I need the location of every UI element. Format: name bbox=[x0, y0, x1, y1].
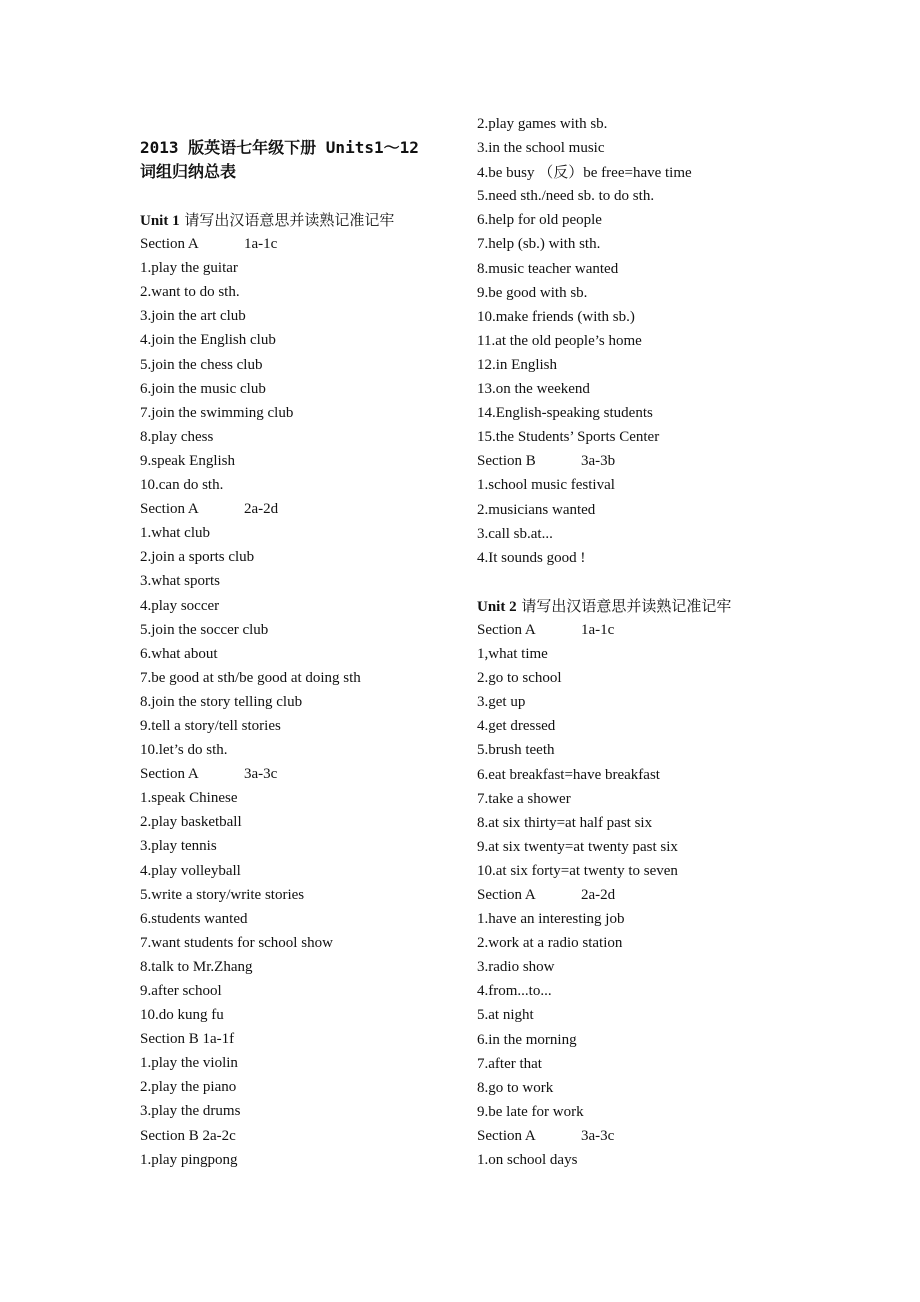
section-range: 3a-3b bbox=[581, 453, 616, 470]
unit-2-heading-en: Unit 2 bbox=[477, 598, 517, 615]
list-item: 8.play chess bbox=[140, 428, 214, 445]
list-item: 12.in English bbox=[477, 356, 558, 373]
section-range: 3a-3c bbox=[581, 1127, 615, 1144]
list-item: 1.play pingpong bbox=[140, 1151, 238, 1168]
list-item: 1,what time bbox=[477, 646, 548, 663]
right-column bbox=[477, 112, 807, 1172]
section-range: 1a-1c bbox=[244, 236, 278, 253]
list-item: 3.play the drums bbox=[140, 1103, 241, 1120]
section-heading bbox=[477, 449, 807, 473]
list-item: 3.what sports bbox=[140, 573, 220, 590]
list-item: 6.students wanted bbox=[140, 910, 248, 927]
list-item: 1.on school days bbox=[477, 1152, 578, 1169]
section-name: Section A bbox=[477, 887, 536, 903]
list-item: 10.at six forty=at twenty to seven bbox=[477, 862, 678, 879]
list-item: 9.at six twenty=at twenty past six bbox=[477, 838, 678, 855]
list-item: 10.make friends (with sb.) bbox=[477, 308, 635, 325]
section-range: 3a-3c bbox=[244, 766, 278, 783]
list-item: 7.after that bbox=[477, 1055, 542, 1072]
list-item: 11.at the old people’s home bbox=[477, 332, 642, 349]
section-heading bbox=[477, 883, 807, 907]
list-item: 10.can do sth. bbox=[140, 477, 224, 494]
title-line-2: 词组归纳总表 bbox=[140, 162, 237, 181]
list-item: 8.join the story telling club bbox=[140, 693, 303, 710]
phrase-list bbox=[477, 184, 807, 449]
list-item: 1.speak Chinese bbox=[140, 790, 238, 807]
list-item: 1.play the violin bbox=[140, 1055, 238, 1072]
list-item: 2.play the piano bbox=[140, 1079, 237, 1096]
list-item: 5.need sth./need sb. to do sth. bbox=[477, 188, 655, 205]
phrase-text: be free=have time bbox=[583, 165, 692, 182]
unit-1-heading-zh: 请写出汉语意思并读熟记准记牢 bbox=[179, 211, 395, 229]
section-heading bbox=[140, 497, 460, 521]
list-item: 3.call sb.at... bbox=[477, 525, 553, 542]
list-item: 5.brush teeth bbox=[477, 742, 555, 759]
phrase-list bbox=[477, 473, 807, 569]
list-item: 2.join a sports club bbox=[140, 549, 255, 566]
list-item: 2.want to do sth. bbox=[140, 284, 240, 301]
list-item: 4.play soccer bbox=[140, 597, 220, 614]
left-column bbox=[140, 136, 460, 1172]
list-item: 6.in the morning bbox=[477, 1031, 577, 1048]
section-name: Section A bbox=[477, 621, 536, 638]
section-heading: Section B 1a-1f bbox=[140, 1031, 235, 1048]
list-item: 9.speak English bbox=[140, 452, 235, 469]
section-heading bbox=[477, 1124, 807, 1148]
list-item: 4.It sounds good ! bbox=[477, 549, 586, 566]
list-item: 6.eat breakfast=have breakfast bbox=[477, 766, 660, 783]
list-item: 7.want students for school show bbox=[140, 934, 333, 951]
unit-1-heading-en: Unit 1 bbox=[140, 213, 180, 229]
section-name: Section B bbox=[477, 453, 536, 470]
list-item: 1.have an interesting job bbox=[477, 911, 625, 928]
section-range: 2a-2d bbox=[244, 501, 279, 518]
list-item: 1.school music festival bbox=[477, 477, 615, 494]
list-item: 8.at six thirty=at half past six bbox=[477, 814, 653, 831]
phrase-list bbox=[140, 521, 460, 762]
list-item: 13.on the weekend bbox=[477, 381, 590, 398]
list-item: 9.be late for work bbox=[477, 1103, 584, 1120]
list-item: 2.go to school bbox=[477, 670, 562, 687]
list-item: 3.in the school music bbox=[477, 140, 605, 157]
section-name: Section A bbox=[477, 1127, 536, 1144]
unit-2-heading bbox=[477, 594, 807, 618]
list-item: 8.go to work bbox=[477, 1079, 554, 1096]
list-item: 3.get up bbox=[477, 694, 526, 711]
unit-2-heading-zh: 请写出汉语意思并读熟记准记牢 bbox=[516, 596, 732, 615]
section-name: Section A bbox=[140, 236, 199, 253]
list-item: 10.do kung fu bbox=[140, 1007, 224, 1024]
section-heading bbox=[140, 232, 460, 256]
list-item: 3.play tennis bbox=[140, 838, 217, 855]
section-range: 2a-2d bbox=[581, 887, 616, 903]
list-item: 6.join the music club bbox=[140, 380, 266, 397]
list-item: 2.work at a radio station bbox=[477, 935, 623, 952]
phrase-list bbox=[477, 1148, 807, 1172]
phrase-text: 4.be busy bbox=[477, 165, 539, 182]
list-item: 4.play volleyball bbox=[140, 862, 241, 879]
list-item: 7.help (sb.) with sth. bbox=[477, 236, 601, 253]
phrase-list bbox=[477, 112, 807, 160]
list-item: 4.join the English club bbox=[140, 332, 276, 349]
list-item: 9.tell a story/tell stories bbox=[140, 717, 281, 734]
phrase-list bbox=[140, 256, 460, 497]
list-item: 4.from...to... bbox=[477, 983, 552, 1000]
list-item: 7.join the swimming club bbox=[140, 404, 294, 421]
phrase-list bbox=[477, 642, 807, 883]
section-range: 1a-1c bbox=[581, 621, 615, 638]
phrase-list bbox=[140, 1148, 460, 1172]
list-item: 2.play games with sb. bbox=[477, 116, 608, 132]
list-item: 2.play basketball bbox=[140, 814, 242, 831]
list-item: 8.talk to Mr.Zhang bbox=[140, 958, 253, 975]
section-name: Section A bbox=[140, 501, 199, 518]
list-item: 5.join the chess club bbox=[140, 356, 263, 373]
phrase-list bbox=[140, 1051, 460, 1123]
phrase-list bbox=[140, 786, 460, 1027]
list-item: 9.after school bbox=[140, 983, 222, 999]
section-heading: Section B 2a-2c bbox=[140, 1127, 236, 1144]
list-item: 9.be good with sb. bbox=[477, 284, 588, 301]
spacer bbox=[477, 570, 807, 594]
section-name: Section A bbox=[140, 766, 199, 783]
list-item: 2.musicians wanted bbox=[477, 501, 596, 518]
list-item: 4.get dressed bbox=[477, 718, 556, 735]
list-item: 10.let’s do sth. bbox=[140, 742, 228, 759]
list-item: 3.join the art club bbox=[140, 308, 246, 325]
list-item: 1.what club bbox=[140, 525, 210, 542]
document-title bbox=[140, 136, 460, 184]
list-item: 8.music teacher wanted bbox=[477, 260, 619, 277]
unit-1-heading bbox=[140, 208, 460, 232]
list-item: 6.what about bbox=[140, 645, 218, 662]
list-item: 15.the Students’ Sports Center bbox=[477, 429, 660, 446]
phrase-list bbox=[477, 907, 807, 1124]
list-item: 7.be good at sth/be good at doing sth bbox=[140, 669, 361, 686]
list-item: 5.join the soccer club bbox=[140, 621, 269, 638]
list-item: 7.take a shower bbox=[477, 790, 571, 807]
list-item: 5.write a story/write stories bbox=[140, 886, 305, 903]
list-item: 5.at night bbox=[477, 1007, 534, 1024]
section-heading bbox=[140, 762, 460, 786]
section-heading bbox=[477, 618, 807, 642]
title-line-1: 2013 版英语七年级下册 Units1～12 bbox=[140, 138, 419, 157]
phrase-annotation: （反） bbox=[538, 163, 584, 182]
list-item: 14.English-speaking students bbox=[477, 405, 653, 422]
list-item: 3.radio show bbox=[477, 959, 555, 976]
list-item: 6.help for old people bbox=[477, 212, 602, 229]
list-item bbox=[477, 160, 807, 184]
list-item: 1.play the guitar bbox=[140, 260, 238, 277]
